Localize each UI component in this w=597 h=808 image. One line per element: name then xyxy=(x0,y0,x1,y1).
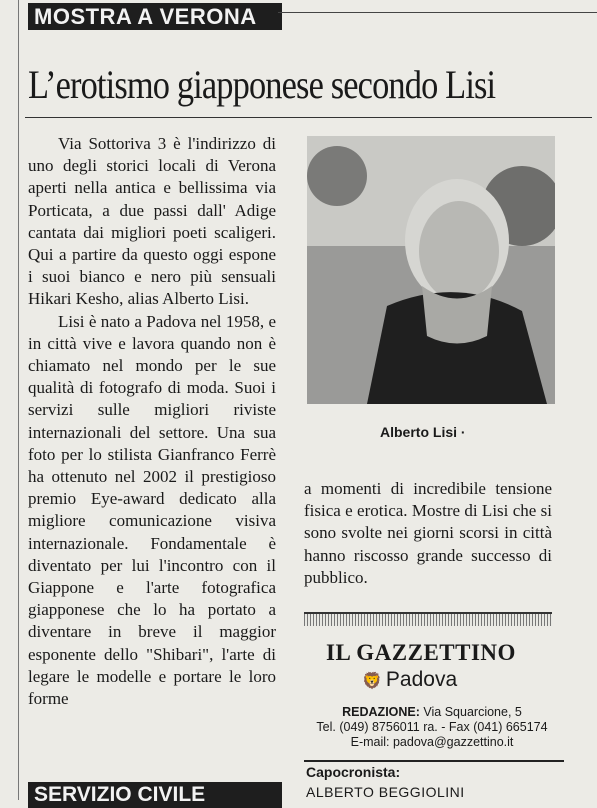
redazione-info xyxy=(306,705,558,750)
redazione-phone: Tel. (049) 8756011 ra. - Fax (041) 665174 xyxy=(316,720,548,734)
section-kicker: MOSTRA A VERONA xyxy=(28,3,282,30)
redazione-line xyxy=(306,705,558,720)
masthead-city xyxy=(362,668,457,692)
capocronista-name: ALBERTO BEGGIOLINI xyxy=(306,784,465,800)
masthead-title: IL GAZZETTINO xyxy=(326,640,516,665)
headline: L’erotismo giapponese secondo Lisi xyxy=(28,62,496,107)
portrait-photo xyxy=(307,136,555,404)
capocronista-rule xyxy=(304,760,564,762)
lion-of-st-mark-icon: 🦁 xyxy=(362,673,382,690)
article-column-2 xyxy=(304,478,552,589)
top-rule xyxy=(278,12,597,13)
masthead-divider xyxy=(304,612,552,626)
left-margin-rule xyxy=(18,0,19,800)
redazione-email: E-mail: padova@gazzettino.it xyxy=(350,735,514,749)
redazione-label: REDAZIONE: xyxy=(342,705,420,719)
city-label: Padova xyxy=(385,668,458,691)
redazione-address: Via Squarcione, 5 xyxy=(423,705,522,719)
paragraph-2: Lisi è nato a Padova nel 1958, e in città vive e lavora quando non è chiamato nel mondo per le sue qualità di fotografo di moda. Suoi i servizi sulle migliori riviste internazionali del settore. Una sua foto per lo stilista Gianfranco Ferrè ha ottenuto nel 2002 il prestigioso premio Eye-award dedicato alla migliore comunicazione visiva internazionale. Fondamentale è diventato per lui l'incontro con il Giappone e l'arte fotografica giapponese che lo ha portato a diventare in breve il maggior esponente dello "Shibari", l'arte di legare le modelle e portare le loro forme xyxy=(28,311,276,709)
paragraph-1: Via Sottoriva 3 è l'indirizzo di uno degli storici locali di Verona aperti nella antica e bellissima via Porticata, a due passi dall' Adige cantata dai migliori poeti scaligeri. Qui a partire da questo oggi espone i suoi bianco e nero più sensuali Hikari Kesho, alias Alberto Lisi. xyxy=(28,134,276,309)
capocronista-label: Capocronista: xyxy=(306,764,401,780)
next-section-kicker: SERVIZIO CIVILE xyxy=(28,782,282,808)
paragraph-3: a momenti di incredibile tensione fisica e erotica. Mostre di Lisi che si sono svolte nei giorni scorsi in città hanno riscosso grande successo di pubblico. xyxy=(304,479,552,587)
headline-rule xyxy=(25,117,592,118)
photo-caption: Alberto Lisi · xyxy=(380,424,466,440)
article-column-1 xyxy=(28,133,276,710)
portrait-image xyxy=(307,136,555,404)
